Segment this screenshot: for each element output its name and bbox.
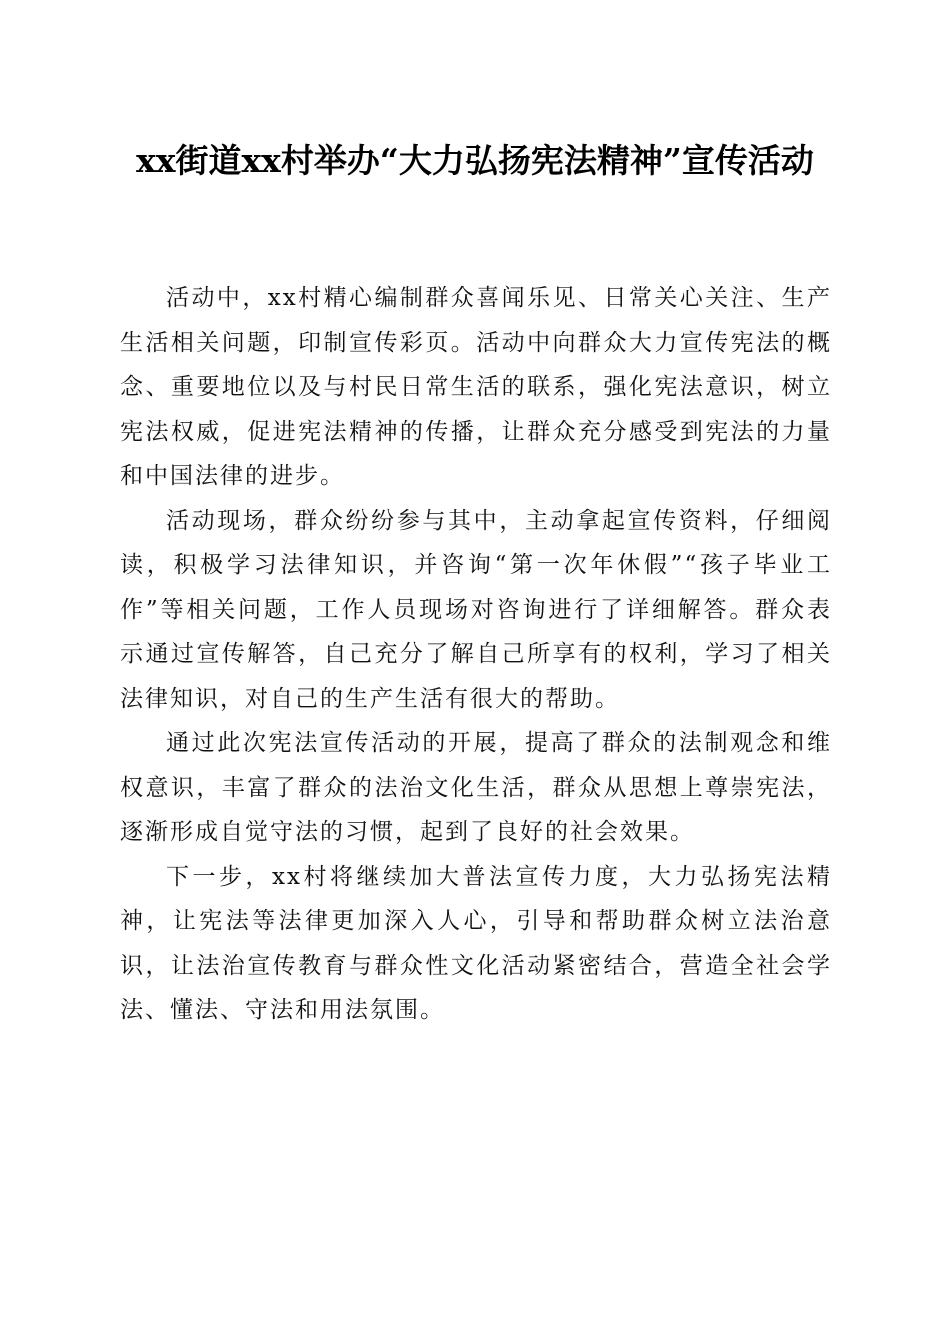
paragraph: 通过此次宪法宣传活动的开展，提高了群众的法制观念和维权意识，丰富了群众的法治文化生活，群众从思想上尊崇宪法，逐渐形成自觉守法的习惯，起到了良好的社会效果。 (120, 730, 832, 845)
paragraph: 活动中，xx村精心编制群众喜闻乐见、日常关心关注、生产生活相关问题，印制宣传彩页。活动中向群众大力宣传宪法的概念、重要地位以及与村民日常生活的联系，强化宪法意识，树立宪法权威，促进宪法精神的传播，让群众充分感受到宪法的力量和中国法律的进步。 (120, 285, 832, 489)
document-body (120, 276, 832, 1033)
paragraph: 下一步，xx村将继续加大普法宣传力度，大力弘扬宪法精神，让宪法等法律更加深入人心，引导和帮助群众树立法治意识，让法治宣传教育与群众性文化活动紧密结合，营造全社会学法、懂法、守法和用法氛围。 (120, 863, 832, 1023)
document-title: xx街道xx村举办“大力弘扬宪法精神”宣传活动 (136, 141, 814, 180)
paragraph: 活动现场，群众纷纷参与其中，主动拿起宣传资料，仔细阅读，积极学习法律知识，并咨询“第一次年休假”“孩子毕业工作”等相关问题，工作人员现场对咨询进行了详细解答。群众表示通过宣传解答，自己充分了解自己所享有的权利，学习了相关法律知识，对自己的生产生活有很大的帮助。 (120, 507, 832, 712)
